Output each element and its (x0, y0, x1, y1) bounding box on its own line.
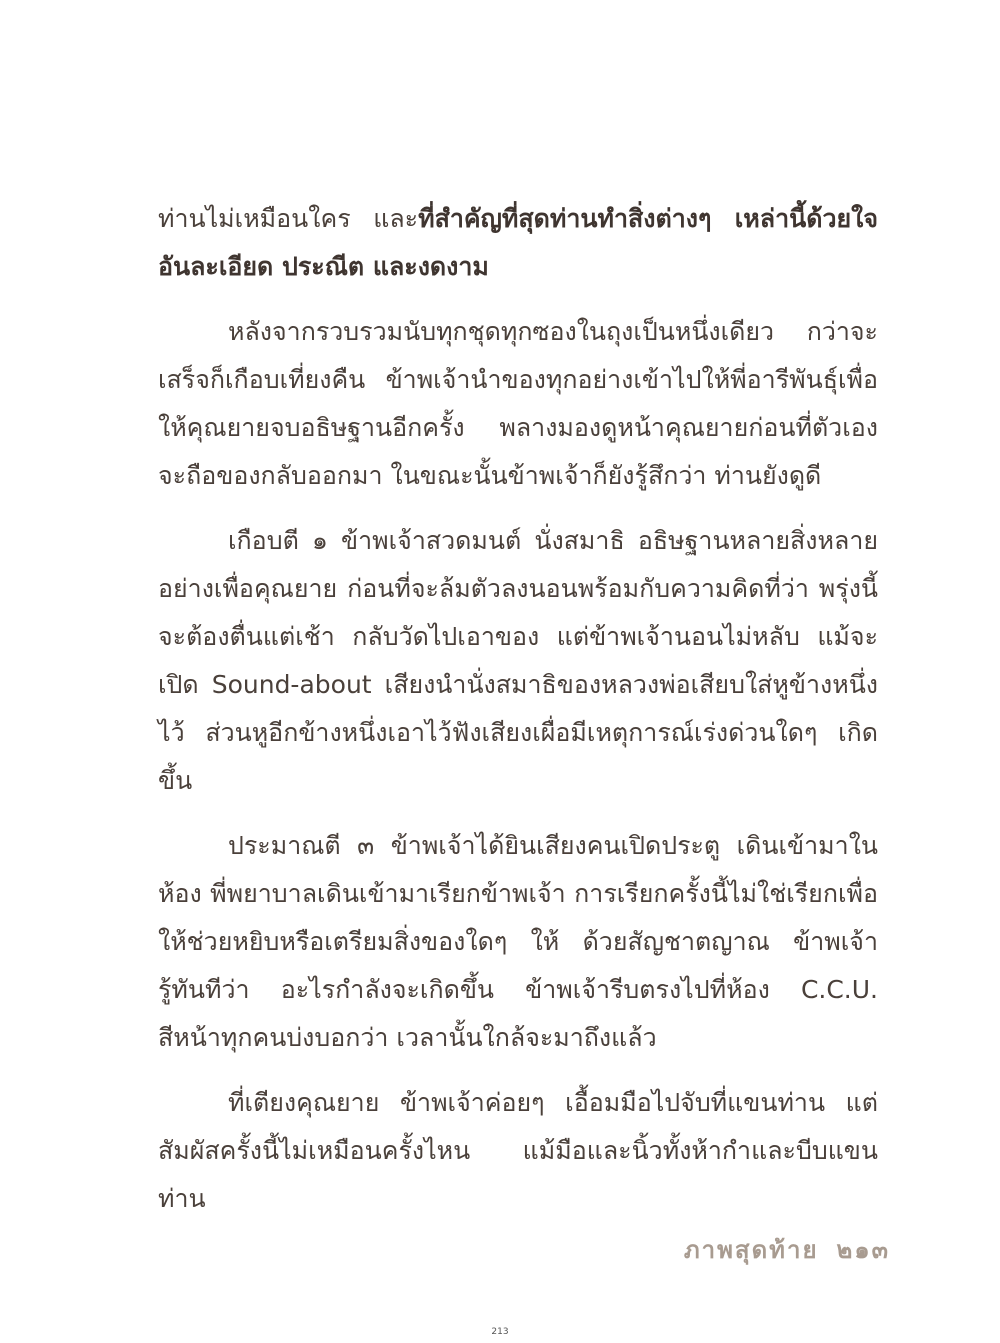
paragraph-2: เกือบตี ๑ ข้าพเจ้าสวดมนต์ นั่งสมาธิ อธิษฐานหลายสิ่งหลายอย่างเพื่อคุณยาย ก่อนที่จะล้มตัวลงนอนพร้อมกับความคิดที่ว่า พรุ่งนี้จะต้องตื่นแต่เช้า กลับวัดไปเอาของ แต่ข้าพเจ้านอนไม่หลับ แม้จะเปิด Sound-about เสียงนำนั่งสมาธิของหลวงพ่อเสียบใส่หูข้างหนึ่งไว้ ส่วนหูอีกข้างหนึ่งเอาไว้ฟังเสียงเผื่อมีเหตุการณ์เร่งด่วนใดๆ เกิดขึ้น (158, 526, 878, 795)
paragraph-emphasis: ที่สำคัญที่สุดท่านทำสิ่งต่างๆ เหล่านี้ด้วยใจอันละเอียด ประณีต และงดงาม (158, 204, 879, 281)
running-footer (684, 1230, 890, 1269)
paragraph-1: หลังจากรวบรวมนับทุกชุดทุกซองในถุงเป็นหนึ่งเดียว กว่าจะเสร็จก็เกือบเที่ยงคืน ข้าพเจ้านำของทุกอย่างเข้าไปให้พี่อารีพันธุ์เพื่อให้คุณยายจบอธิษฐานอีกครั้ง พลางมองดูหน้าคุณยายก่อนที่ตัวเองจะถือของกลับออกมา ในขณะนั้นข้าพเจ้าก็ยังรู้สึกว่า ท่านยังดูดี (158, 317, 878, 490)
paragraph-continuation-text: ท่านไม่เหมือนใคร และ (158, 204, 419, 233)
paragraph-4: ที่เตียงคุณยาย ข้าพเจ้าค่อยๆ เอื้อมมือไปจับที่แขนท่าน แต่สัมผัสครั้งนี้ไม่เหมือนครั้งไหน แม้มือและนิ้วทั้งห้ากำและบีบแขนท่าน (158, 1088, 878, 1213)
paragraph-continuation (158, 195, 878, 291)
paragraph-3: ประมาณตี ๓ ข้าพเจ้าได้ยินเสียงคนเปิดประตู เดินเข้ามาในห้อง พี่พยาบาลเดินเข้ามาเรียกข้าพเจ้า การเรียกครั้งนี้ไม่ใช่เรียกเพื่อให้ช่วยหยิบหรือเตรียมสิ่งของใดๆ ให้ ด้วยสัญชาตญาณ ข้าพเจ้ารู้ทันทีว่า อะไรกำลังจะเกิดขึ้น ข้าพเจ้ารีบตรงไปที่ห้อง C.C.U. สีหน้าทุกคนบ่งบอกว่า เวลานั้นใกล้จะมาถึงแล้ว (158, 831, 878, 1052)
thai-page-number: ๒๑๓ (836, 1236, 890, 1264)
page-number: 213 (491, 1327, 509, 1337)
body-text (158, 195, 878, 1240)
chapter-title: ภาพสุดท้าย (683, 1236, 819, 1264)
